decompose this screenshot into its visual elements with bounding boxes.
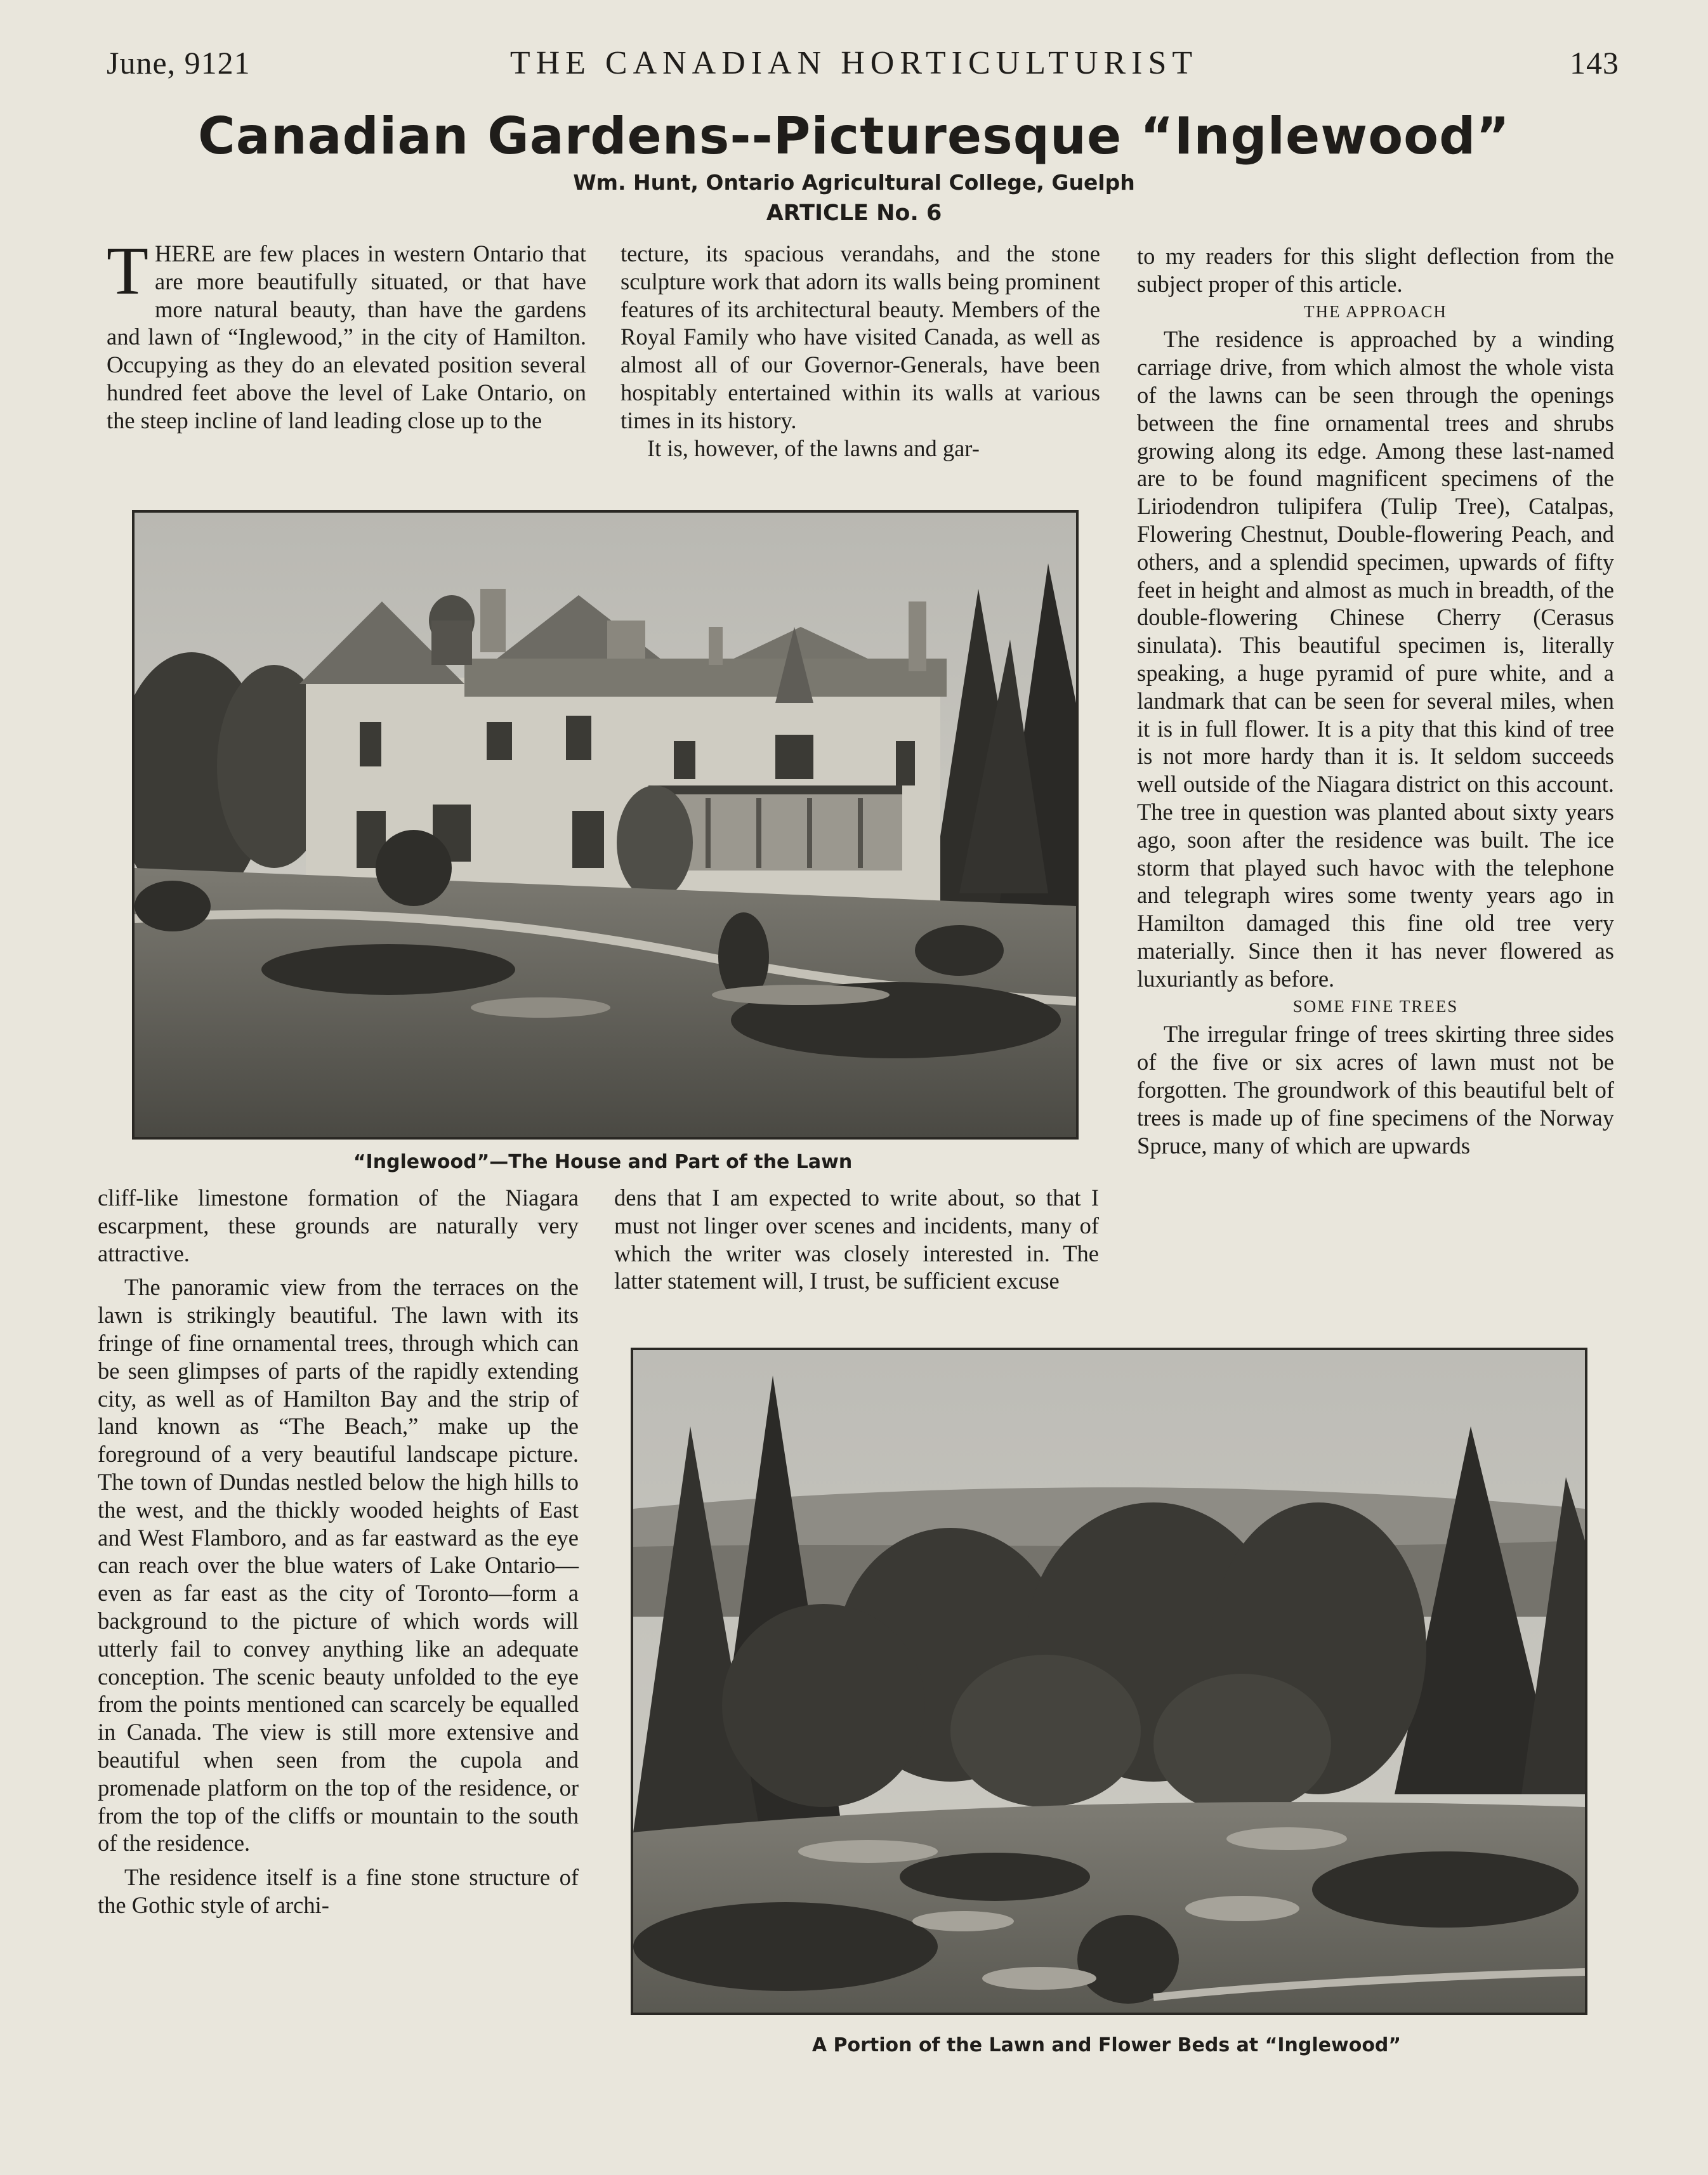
paragraph: tecture, its spacious verandahs, and the stone sculpture work that adorn its walls being prominent features of its architectural beauty. Members of the Royal Family who have visited Canada, as well as almost all of our Governor-Generals, have been hospitably entertained within its walls at various times in its history.	[621, 240, 1100, 433]
paragraph: The panoramic view from the terraces on the lawn is strikingly beautiful. The lawn with its fringe of fine ornamental trees, through which can be seen glimpses of parts of the rapidly extending city, as well as of Hamilton Bay and the strip of land known as “The Beach,” make up the foreground of a very beautiful landscape picture. The town of Dundas nestled below the high hills to the west, and the thickly wooded heights of East and West Flamboro, and as far eastward as the eye can reach over the blue waters of Lake Ontario—even as far east as the city of Toronto—form a background to the picture of which words will utterly fail to convey anything like an adequate conception. The scenic beauty unfolded to the eye from the points mentioned can scarcely be equalled in Canada. The view is still more extensive and beautiful when seen from the cupola and promenade platform on the top of the residence, or from the top of the cliffs or mountain to the south of the residence.	[98, 1274, 579, 1856]
lawn-photo	[631, 1348, 1587, 2015]
issue-date: June, 9121	[107, 45, 251, 81]
subheading-approach: THE APPROACH	[1304, 301, 1447, 321]
page-number: 143	[1570, 45, 1619, 81]
paragraph: The residence itself is a fine stone structure of the Gothic style of archi-	[98, 1864, 579, 1918]
house-photo	[132, 510, 1079, 1140]
article-byline: Wm. Hunt, Ontario Agricultural College, Guelph	[573, 170, 1135, 195]
journal-title: THE CANADIAN HORTICULTURIST	[509, 45, 1199, 81]
paragraph: to my readers for this slight deflection from the subject proper of this article.	[1137, 243, 1614, 297]
lawn-photo-caption: A Portion of the Lawn and Flower Beds at “Inglewood”	[811, 2034, 1402, 2056]
paragraph: The irregular fringe of trees skirting three sides of the five or six acres of lawn must not be forgotten. The groundwork of this beautiful belt of trees is made up of fine specimens of the Norway Spruce, many of which are upwards	[1137, 1021, 1614, 1159]
article-title: Canadian Gardens--Picturesque “Inglewood”	[198, 107, 1510, 166]
column-1-top	[107, 233, 586, 435]
intro-paragraph: HERE are few places in western Ontario that are more beautifully situated, or that have more natural beauty, than have the gardens and lawn of “Inglewood,” in the city of Hamilton. Occupying as they do an elevated position several hundred feet above the level of Lake Ontario, on the steep incline of land leading close up to the	[107, 240, 586, 433]
drop-cap: T	[107, 233, 148, 309]
house-photo-caption: “Inglewood”—The House and Part of the Lawn	[353, 1151, 853, 1173]
house-photo-image	[135, 513, 1076, 1137]
column-2-top	[621, 240, 1100, 462]
paragraph: cliff-like limestone formation of the Niagara escarpment, these grounds are naturally very attractive.	[98, 1185, 579, 1266]
article-number: ARTICLE No. 6	[766, 200, 942, 226]
subheading-fine-trees: SOME FINE TREES	[1292, 996, 1459, 1016]
column-3	[1137, 242, 1614, 1159]
paragraph: The residence is approached by a winding carriage drive, from which almost the whole vista of the lawns can be seen through the openings between the fine ornamental trees and shrubs growing along its edge. Among these last-named are to be found magnificent specimens of the Liriodendron tulipifera (Tulip Tree), Catalpas, Flowering Chestnut, Double-flowering Peach, and others, and a splendid specimen, upwards of fifty feet in height and almost as much in breadth, of the double-flowering Chinese Cherry (Cerasus sinulata). This beautiful specimen is, literally speaking, a huge pyramid of pure white, and a landmark that can be seen for several miles, when it is in full flower. It is a pity that this kind of tree is not more hardy than it is. It seldom succeeds well outside of the Niagara district on this account. The tree in question was planted about sixty years ago, soon after the residence was built. The ice storm that played such havoc with the telephone and telegraph wires some twenty years ago in Hamilton damaged this fine old tree very materially. Since then it has never flowered as luxuriantly as before.	[1137, 326, 1614, 992]
column-1-bottom	[98, 1184, 579, 1919]
paragraph: dens that I am expected to write about, so that I must not linger over scenes and incidents, many of which the writer was closely interested in. The latter statement will, I trust, be sufficient excuse	[614, 1185, 1099, 1294]
column-2-bottom	[614, 1184, 1099, 1295]
paragraph: It is, however, of the lawns and gar-	[647, 435, 980, 461]
lawn-photo-image	[633, 1350, 1585, 2013]
